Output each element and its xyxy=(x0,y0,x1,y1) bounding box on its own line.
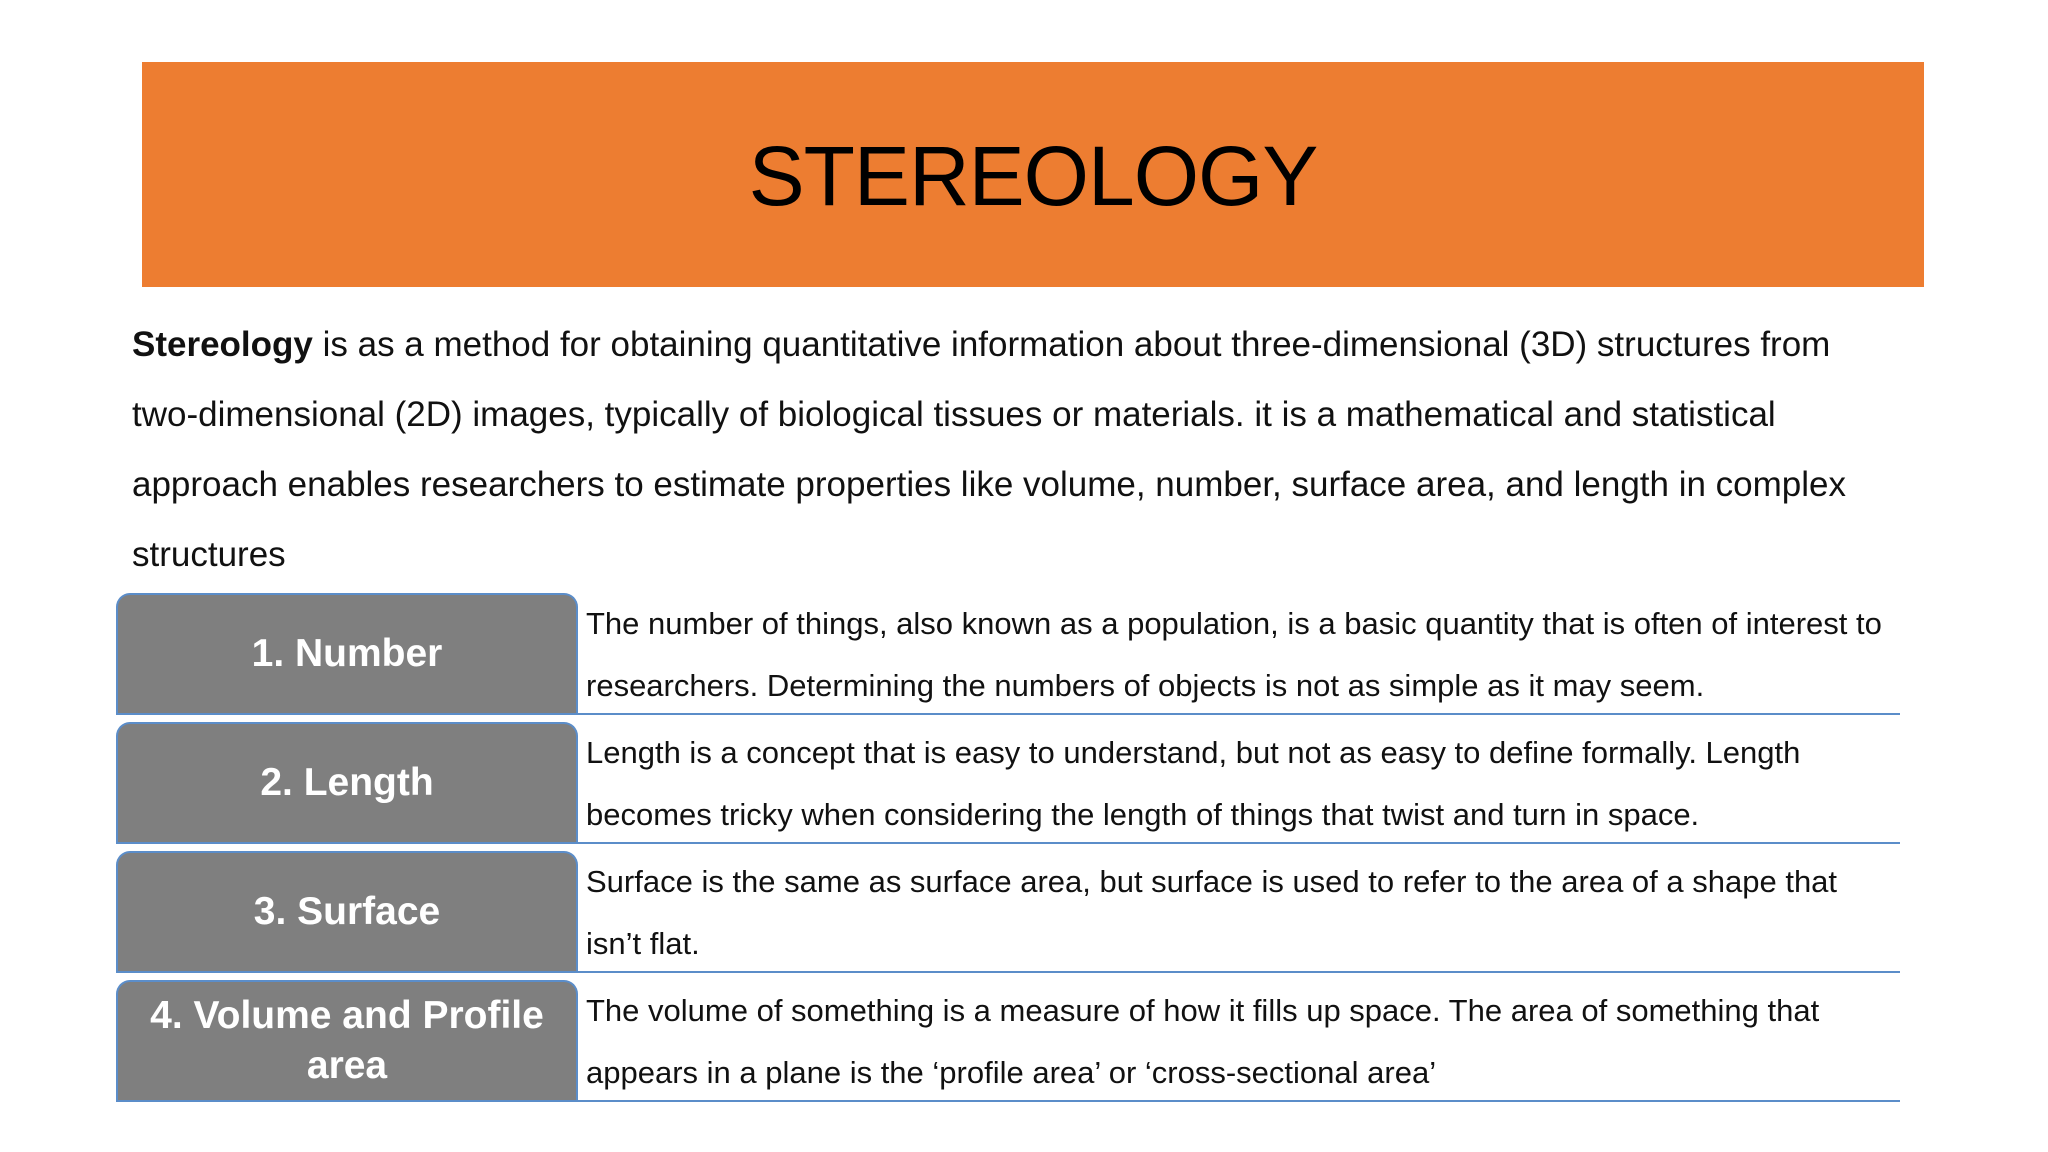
property-description: The number of things, also known as a population, is a basic quantity that is often of interest to researchers. Determining the numbers of objects is not as simple as it may seem. xyxy=(586,606,1882,703)
property-row-length xyxy=(116,722,1900,844)
property-description: Length is a concept that is easy to understand, but not as easy to define formally. Length becomes tricky when considering the length of things that twist and turn in space. xyxy=(586,735,1801,832)
property-row-volume xyxy=(116,980,1900,1102)
property-label-box xyxy=(116,980,578,1100)
intro-text: is as a method for obtaining quantitative information about three-dimensional (3D) structures from two-dimensional (2D) images, typically of biological tissues or materials. it is a mathematical and statistical approach enables researchers to estimate properties like volume, number, surface area, and length in complex structures xyxy=(132,325,1846,574)
slide-title: STEREOLOGY xyxy=(748,129,1318,223)
property-label: 4. Volume and Profile area xyxy=(150,994,544,1087)
intro-bold-term: Stereology xyxy=(132,325,313,364)
title-banner xyxy=(142,62,1924,287)
property-label-box xyxy=(116,593,578,713)
row-divider xyxy=(116,713,1900,715)
property-label-box xyxy=(116,851,578,971)
row-divider xyxy=(116,1100,1900,1102)
property-label: 3. Surface xyxy=(253,890,441,933)
property-label: 2. Length xyxy=(260,761,434,804)
property-label-box xyxy=(116,722,578,842)
row-divider xyxy=(116,842,1900,844)
intro-paragraph xyxy=(132,310,1892,590)
row-divider xyxy=(116,971,1900,973)
property-label: 1. Number xyxy=(251,632,443,675)
property-description: Surface is the same as surface area, but surface is used to refer to the area of a shape that isn’t flat. xyxy=(586,864,1838,961)
property-row-surface xyxy=(116,851,1900,973)
property-row-number xyxy=(116,593,1900,715)
property-description: The volume of something is a measure of how it fills up space. The area of something that appears in a plane is the ‘profile area’ or ‘cross-sectional area’ xyxy=(586,993,1820,1090)
